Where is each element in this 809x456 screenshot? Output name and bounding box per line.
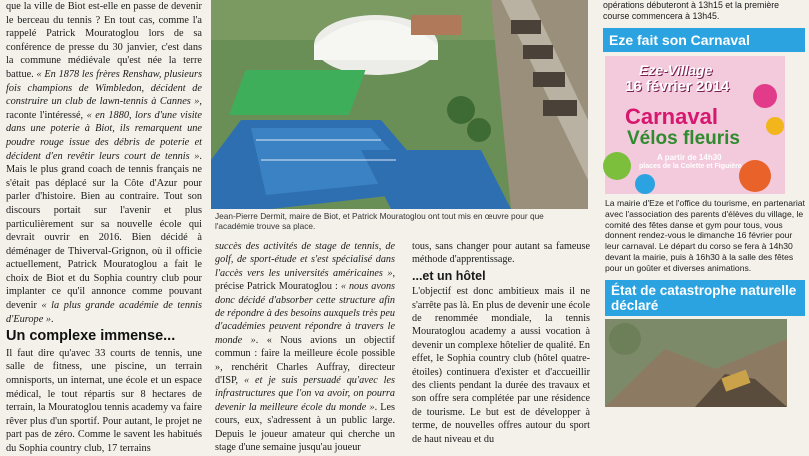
paragraph-complexe: Il faut dire qu'avec 33 courts de tennis, une salle de fitness, une piscine, un terrain omnisports, un internat, une école et un espace médical, le tout répartis sur 8 hectares de terrain, la Mouratoglou tennis academy va faire rêver plus d'un sportif. Pour autant, le projet ne part pas de zéro. Comme le savent les habitués du Sophia country club, 17 terrains <box>6 347 202 454</box>
article-column-right <box>412 240 590 446</box>
subheading-hotel: ...et un hôtel <box>412 268 486 283</box>
sidebar <box>599 0 809 430</box>
poster-line-carnaval: Carnaval <box>625 104 718 129</box>
poster-line-village: Eze-Village <box>639 62 713 78</box>
poster-line-date: 16 février 2014 <box>625 78 730 95</box>
quote-biot: « en 1880, lors d'une visite dans une poterie à Biot, ils remarquent une poudre rouge issue des débris de poterie et décident d'en revêtir leurs court de tennis » <box>6 109 202 162</box>
article-column-left <box>6 0 202 454</box>
article-column-middle <box>215 240 395 455</box>
poster-line-place: places de la Colette et Figuière <box>639 163 742 170</box>
paragraph-methode: tous, sans changer pour autant sa fameuse méthode d'apprentissage. <box>412 241 590 266</box>
paragraph-hotel: L'objectif est donc ambitieux mais il ne s'arrête pas là. En plus de devenir une école de renommée mondiale, la tennis Mouratoglou academy a aussi vocation à devenir un complexe hôtelier de qualité. En effet, le Sophia country club (hôtel quatre-étoiles) continuera d'exister et d'accueillir des clients pendant la durée des travaux et son offre sera complétée par une résidence de tourisme. Le but est de développer à terme, de nouvelles offres autour du sport de haut niveau et du <box>412 286 590 445</box>
poster-line-time: A partir de 14h30 <box>657 153 722 162</box>
sidebar-top-text: opérations débuteront à 13h15 et la première course commencera à 13h45. <box>603 0 780 21</box>
subheading-complexe: Un complexe immense... <box>6 328 176 345</box>
aerial-view-image <box>211 0 588 209</box>
carnaval-poster <box>605 56 785 194</box>
quote-europe: « la plus grande académie de tennis d'Europe » <box>6 300 202 325</box>
paragraph-intro: que la ville de Biot est-elle en passe de devenir le berceau du tennis ? En tout cas, comme l'a rappelé Patrick Mouratoglou lors de sa conférence de presse du 30 janvier, c'est dans la commune médiévale qu'est née la terre battue. « En 1878 les frères Renshaw, plusieurs fois champions de Wimbledon, décident de construire un club de lawn-tennis à Cannes », raconte l'intéressé, « en 1880, lors d'une visite dans une poterie à Biot, ils remarquent une poudre rouge issue des débris de poterie et décident d'en revêtir leurs court de tennis ». Mais le plus grand coach de tennis français ne s'était pas déplacé sur la Côte d'Azur pour parler d'histoire. Bien au contraire. Tout son discours portait sur l'avenir et plus particulièrement sur sa nouvelle école qui devrait ouvrir en 2016. Bien décidé à déménager de Thiverval-Grignon, où il officie actuellement, Patrick Mouratoglou a fait le choix de Biot et du Sophia country club pour implanter ce qu'il annonce comme pouvant devenir « la plus grande académie de tennis d'Europe ». <box>6 1 202 325</box>
catastrophe-banner: État de catastrophe naturelle déclaré <box>605 280 805 316</box>
poster-line-velos: Vélos fleuris <box>627 128 740 149</box>
landslide-photo <box>605 319 787 407</box>
photo-caption: Jean-Pierre Dermit, maire de Biot, et Patrick Mouratoglou ont tout mis en œuvre pour que l'académie trouve sa place. <box>215 211 544 232</box>
landslide-image <box>605 319 787 407</box>
paragraph-middle: succès des activités de stage de tennis, de golf, de sport-étude et s'est spécialisé dans l'accès vers les universités américaines », précise Patrick Mouratoglou : « nous avons donc décidé d'absorber cette structure afin de répondre à des besoins auxquels très peu d'académies peuvent répondre à travers le monde ». « Nous avions un objectif commun : faire la meilleure école possible », renchérit Charles Auffray, directeur d'ISP, « et je suis persuadé qu'avec les infrastructures que l'on va avoir, on pourra devenir la meilleure école du monde ». Les cours, eux, s'adressent à un public large. Depuis le joueur amateur qui cherche un stage d'une semaine jusqu'au joueur <box>215 241 396 454</box>
eze-carnaval-banner: Eze fait son Carnaval <box>603 28 805 52</box>
carnaval-article-text: La mairie d'Eze et l'office du tourisme, en partenariat avec l'association des parents d'élèves du village, le comité des fêtes danse et gym pour tous, vous donnent rendez-vous le dimanche 16 février pour leur carnaval. Le départ du corso se fera à 14h30 devant la mairie, puis à 16h30 à la salle des fêtes pour un goûter et diverses animations. <box>605 198 805 273</box>
tennis-academy-photo <box>211 0 588 209</box>
quote-renshaw: « En 1878 les frères Renshaw, plusieurs fois champions de Wimbledon, décident de construire un club de lawn-tennis à Cannes » <box>6 68 202 108</box>
